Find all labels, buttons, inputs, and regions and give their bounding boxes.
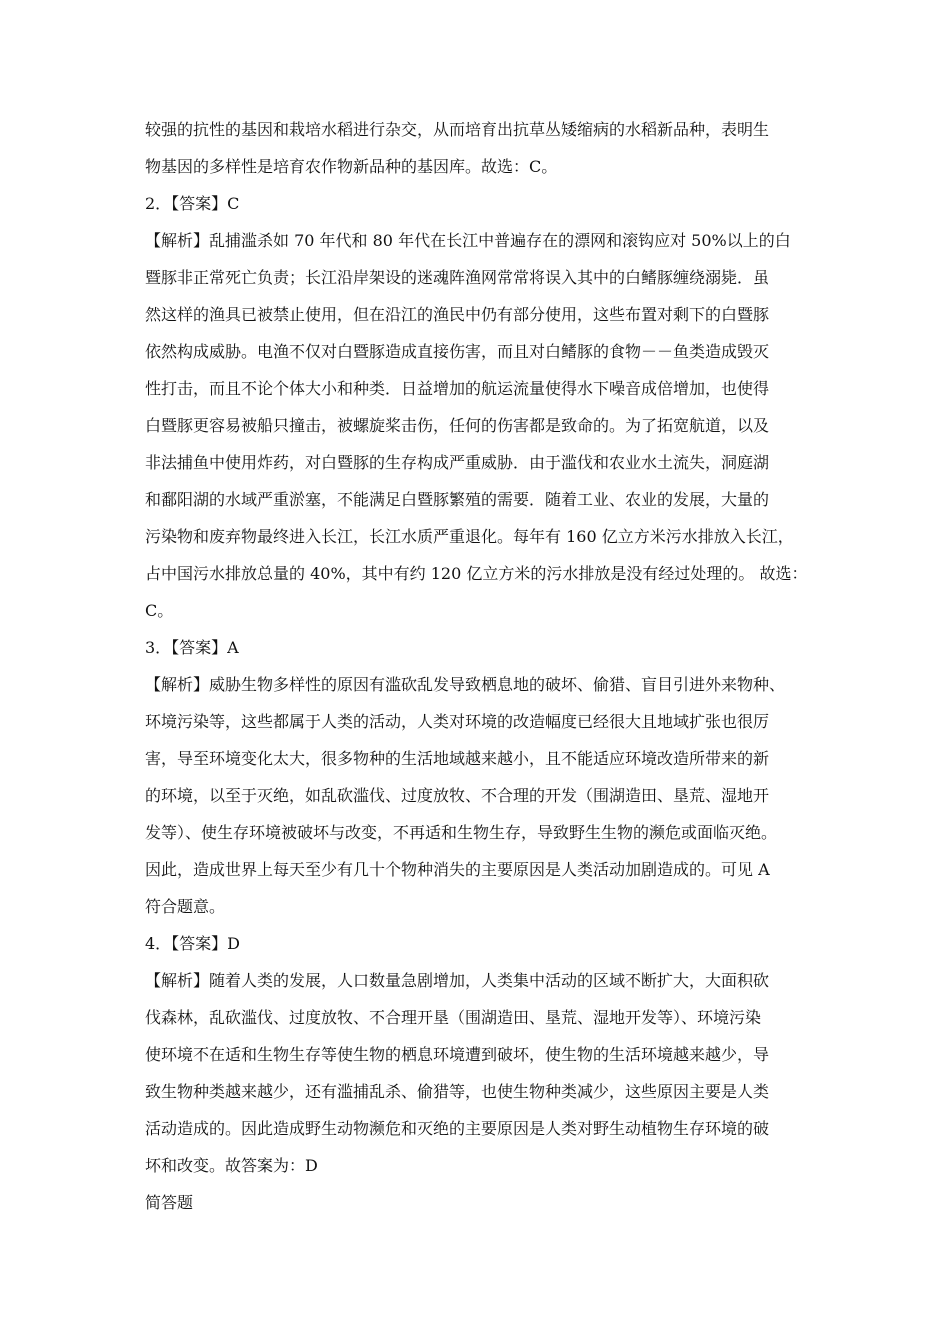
- document-body: [145, 115, 813, 1225]
- text-line: 的环境，以至于灭绝，如乱砍滥伐、过度放牧、不合理的开发（围湖造田、垦荒、湿地开: [145, 786, 770, 805]
- text-line: 发等）、使生存环境被破坏与改变，不再适和生物生存，导致野生生物的濒危或面临灭绝。: [145, 823, 778, 842]
- text-line: 暨豚非正常死亡负责；长江沿岸架设的迷魂阵渔网常常将误入其中的白鳍豚缠绕溺毙．虽: [145, 268, 770, 287]
- answer-heading-2: 2．【答案】C: [145, 194, 240, 213]
- text-line: 和鄱阳湖的水域严重淤塞，不能满足白暨豚繁殖的需要．随着工业、农业的发展，大量的: [145, 490, 770, 509]
- text-line: 占中国污水排放总量的 40%，其中有约 120 亿立方米的污水排放是没有经过处理的。 故选：: [145, 564, 808, 583]
- text-line: 致生物种类越来越少，还有滥捕乱杀、偷猎等，也使生物种类减少，这些原因主要是人类: [145, 1082, 770, 1101]
- text-line: 白暨豚更容易被船只撞击，被螺旋桨击伤，任何的伤害都是致命的。为了拓宽航道，以及: [145, 416, 770, 435]
- text-line: 伐森林，乱砍滥伐、过度放牧、不合理开垦（围湖造田、垦荒、湿地开发等）、环境污染: [145, 1008, 762, 1027]
- answer-heading-3: 3．【答案】A: [145, 638, 239, 657]
- text-line: 性打击，而且不论个体大小和种类．日益增加的航运流量使得水下噪音成倍增加，也使得: [145, 379, 770, 398]
- text-line: 非法捕鱼中使用炸药，对白暨豚的生存构成严重威胁．由于滥伐和农业水土流失，洞庭湖: [145, 453, 770, 472]
- text-line: 使环境不在适和生物生存等使生物的栖息环境遭到破坏，使生物的生活环境越来越少，导: [145, 1045, 770, 1064]
- text-line: 符合题意。: [145, 897, 226, 916]
- text-line: 污染物和废弃物最终进入长江，长江水质严重退化。每年有 160 亿立方米污水排放入长江，: [145, 527, 794, 546]
- text-line: 【解析】随着人类的发展，人口数量急剧增加，人类集中活动的区域不断扩大，大面积砍: [145, 971, 770, 990]
- text-line: 坏和改变。故答案为：D: [145, 1156, 318, 1175]
- text-line: C。: [145, 601, 174, 620]
- text-line: 害，导至环境变化太大，很多物种的生活地域越来越小，且不能适应环境改造所带来的新: [145, 749, 770, 768]
- text-line: 【解析】乱捕滥杀如 70 年代和 80 年代在长江中普遍存在的漂网和滚钩应对 50%以上的白: [145, 231, 791, 250]
- text-line: 环境污染等，这些都属于人类的活动，人类对环境的改造幅度已经很大且地域扩张也很厉: [145, 712, 770, 731]
- text-line: 【解析】威胁生物多样性的原因有滥砍乱发导致栖息地的破坏、偷猎、盲目引进外来物种、: [145, 675, 786, 694]
- section-heading: 简答题: [145, 1193, 194, 1212]
- text-line: 依然构成威胁。电渔不仅对白暨豚造成直接伤害，而且对白鳍豚的食物－－鱼类造成毁灭: [145, 342, 770, 361]
- answer-heading-4: 4．【答案】D: [145, 934, 241, 953]
- text-line: 因此，造成世界上每天至少有几十个物种消失的主要原因是人类活动加剧造成的。可见 A: [145, 860, 770, 879]
- text-line: 较强的抗性的基因和栽培水稻进行杂交，从而培育出抗草丛矮缩病的水稻新品种，表明生: [145, 120, 770, 139]
- text-line: 活动造成的。因此造成野生动物濒危和灭绝的主要原因是人类对野生动植物生存环境的破: [145, 1119, 770, 1138]
- text-line: 物基因的多样性是培育农作物新品种的基因库。故选：C。: [145, 157, 558, 176]
- text-line: 然这样的渔具已被禁止使用，但在沿江的渔民中仍有部分使用，这些布置对剩下的白暨豚: [145, 305, 770, 324]
